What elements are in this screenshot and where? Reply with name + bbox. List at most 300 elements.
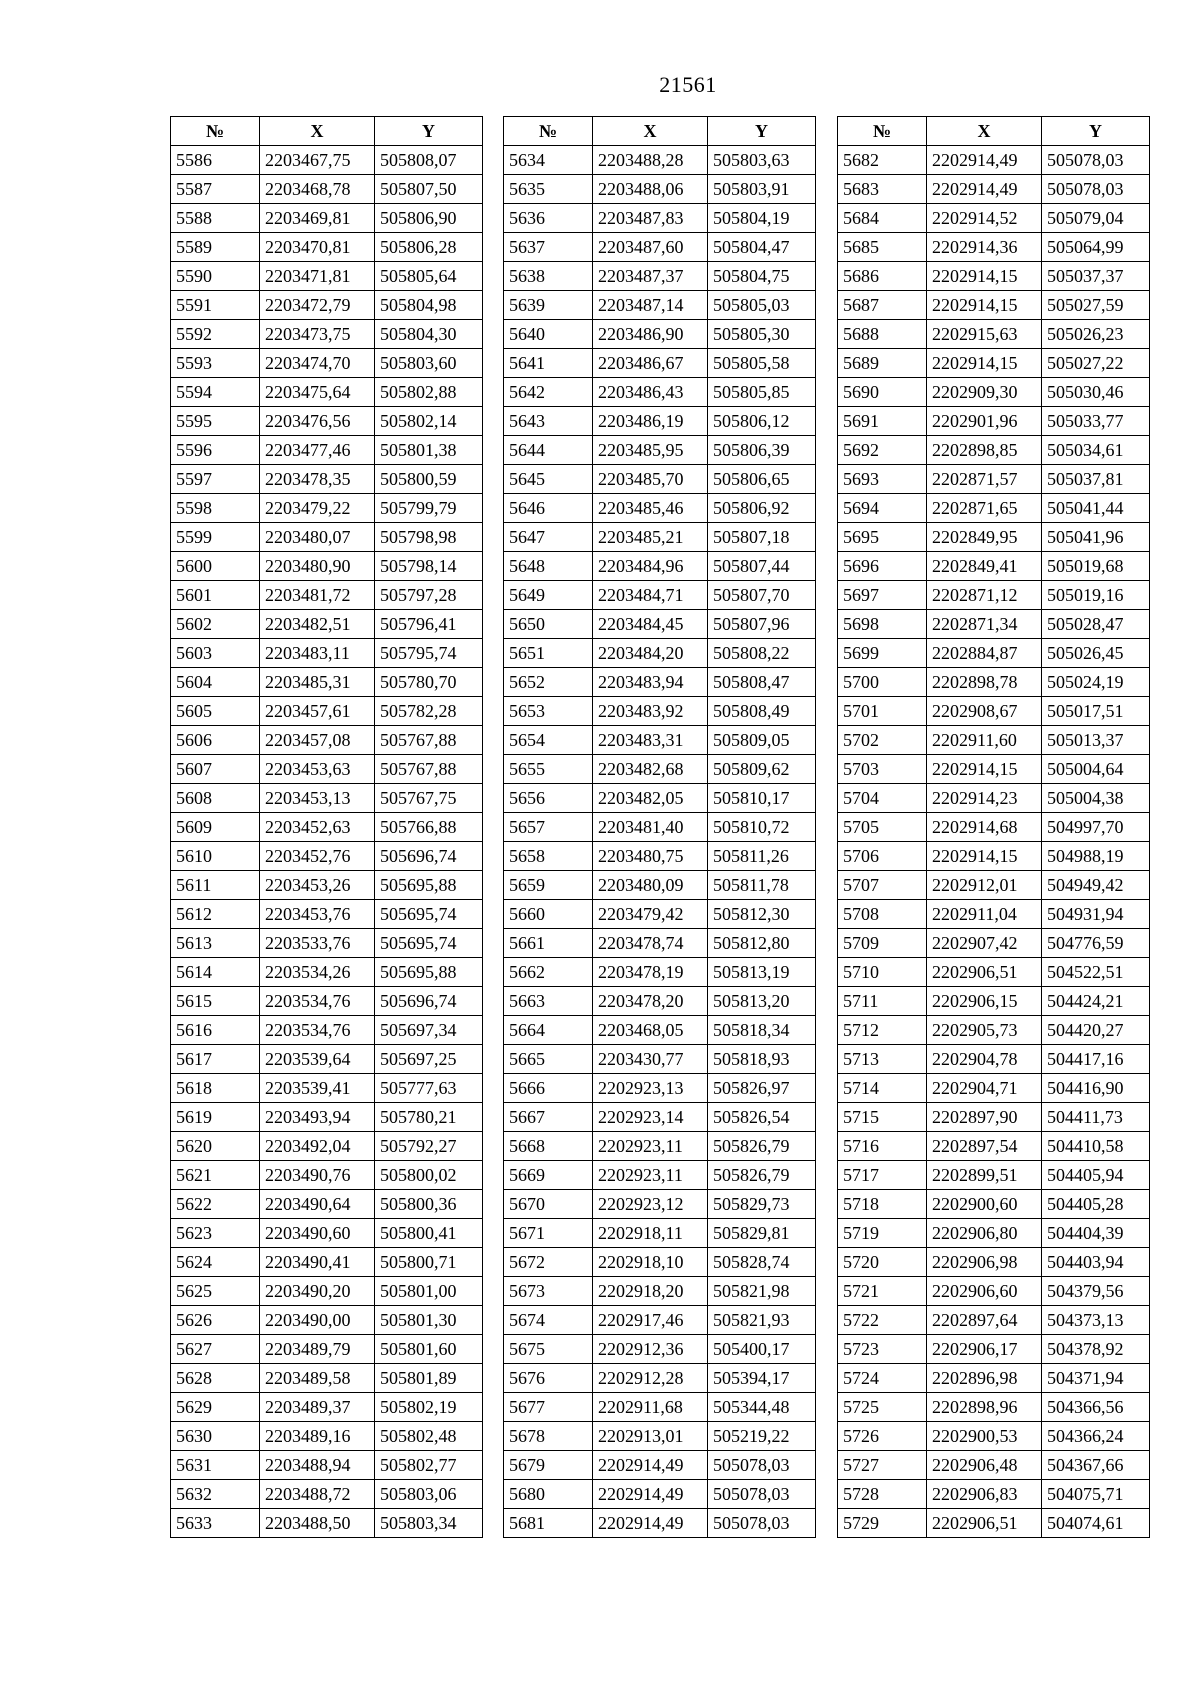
y-coordinate-cell: 505805,03	[708, 291, 816, 320]
x-coordinate-cell: 2202914,15	[927, 842, 1042, 871]
y-coordinate-cell: 505695,74	[375, 900, 483, 929]
table-header-row	[838, 117, 1150, 146]
x-coordinate-cell: 2202914,49	[593, 1509, 708, 1538]
point-number-cell: 5620	[171, 1132, 260, 1161]
y-coordinate-cell: 505792,27	[375, 1132, 483, 1161]
x-coordinate-cell: 2202914,15	[927, 262, 1042, 291]
table-row	[504, 987, 816, 1016]
table-row	[838, 784, 1150, 813]
table-row	[171, 1074, 483, 1103]
x-coordinate-cell: 2202906,83	[927, 1480, 1042, 1509]
point-number-cell: 5674	[504, 1306, 593, 1335]
table-row	[838, 465, 1150, 494]
table-row	[171, 262, 483, 291]
point-number-cell: 5704	[838, 784, 927, 813]
y-coordinate-cell: 505695,74	[375, 929, 483, 958]
x-coordinate-cell: 2203488,72	[260, 1480, 375, 1509]
x-coordinate-cell: 2203483,94	[593, 668, 708, 697]
point-number-cell: 5603	[171, 639, 260, 668]
x-coordinate-cell: 2203483,31	[593, 726, 708, 755]
y-coordinate-cell: 505078,03	[708, 1509, 816, 1538]
point-number-cell: 5592	[171, 320, 260, 349]
y-coordinate-cell: 505810,72	[708, 813, 816, 842]
table-row	[171, 1306, 483, 1335]
y-coordinate-cell: 505695,88	[375, 958, 483, 987]
point-number-cell: 5679	[504, 1451, 593, 1480]
table-row	[171, 1103, 483, 1132]
y-coordinate-cell: 505697,25	[375, 1045, 483, 1074]
x-coordinate-cell: 2203482,51	[260, 610, 375, 639]
point-number-cell: 5595	[171, 407, 260, 436]
point-number-cell: 5696	[838, 552, 927, 581]
table-row	[838, 639, 1150, 668]
point-number-cell: 5649	[504, 581, 593, 610]
x-coordinate-cell: 2203481,72	[260, 581, 375, 610]
point-number-cell: 5633	[171, 1509, 260, 1538]
x-coordinate-cell: 2202914,15	[927, 291, 1042, 320]
point-number-cell: 5714	[838, 1074, 927, 1103]
point-number-cell: 5623	[171, 1219, 260, 1248]
y-coordinate-cell: 505804,47	[708, 233, 816, 262]
table-row	[504, 1451, 816, 1480]
point-number-cell: 5721	[838, 1277, 927, 1306]
table-row	[838, 436, 1150, 465]
point-number-cell: 5655	[504, 755, 593, 784]
y-coordinate-cell: 505780,70	[375, 668, 483, 697]
point-number-cell: 5683	[838, 175, 927, 204]
table-row	[838, 1277, 1150, 1306]
x-coordinate-cell: 2202923,11	[593, 1132, 708, 1161]
x-coordinate-cell: 2203490,76	[260, 1161, 375, 1190]
point-number-cell: 5703	[838, 755, 927, 784]
x-coordinate-cell: 2203489,79	[260, 1335, 375, 1364]
y-coordinate-cell: 505812,80	[708, 929, 816, 958]
table-header-row	[171, 117, 483, 146]
table-row	[504, 784, 816, 813]
point-number-cell: 5663	[504, 987, 593, 1016]
x-coordinate-cell: 2202906,17	[927, 1335, 1042, 1364]
y-coordinate-cell: 504522,51	[1042, 958, 1150, 987]
point-number-cell: 5615	[171, 987, 260, 1016]
point-number-cell: 5646	[504, 494, 593, 523]
y-coordinate-cell: 505037,37	[1042, 262, 1150, 291]
number-column-header: №	[504, 117, 593, 146]
table-row	[171, 1480, 483, 1509]
table-row	[504, 1190, 816, 1219]
x-coordinate-cell: 2202918,11	[593, 1219, 708, 1248]
point-number-cell: 5602	[171, 610, 260, 639]
table-row	[504, 146, 816, 175]
point-number-cell: 5665	[504, 1045, 593, 1074]
y-coordinate-cell: 504417,16	[1042, 1045, 1150, 1074]
x-coordinate-cell: 2203472,79	[260, 291, 375, 320]
point-number-cell: 5628	[171, 1364, 260, 1393]
table-row	[171, 900, 483, 929]
point-number-cell: 5681	[504, 1509, 593, 1538]
x-coordinate-cell: 2203452,76	[260, 842, 375, 871]
y-coordinate-cell: 505800,71	[375, 1248, 483, 1277]
table-row	[171, 175, 483, 204]
x-coordinate-cell: 2202918,20	[593, 1277, 708, 1306]
x-coordinate-cell: 2203490,60	[260, 1219, 375, 1248]
y-column-header: Y	[375, 117, 483, 146]
x-coordinate-cell: 2202906,60	[927, 1277, 1042, 1306]
y-coordinate-cell: 505802,19	[375, 1393, 483, 1422]
x-coordinate-cell: 2203453,13	[260, 784, 375, 813]
point-number-cell: 5661	[504, 929, 593, 958]
y-coordinate-cell: 504075,71	[1042, 1480, 1150, 1509]
table-row	[171, 233, 483, 262]
x-coordinate-cell: 2202908,67	[927, 697, 1042, 726]
table-row	[171, 1422, 483, 1451]
x-coordinate-cell: 2203489,58	[260, 1364, 375, 1393]
coordinates-table-2	[503, 116, 816, 1538]
x-coordinate-cell: 2202906,51	[927, 958, 1042, 987]
table-row	[504, 668, 816, 697]
table-row	[171, 1277, 483, 1306]
point-number-cell: 5699	[838, 639, 927, 668]
x-coordinate-cell: 2203453,76	[260, 900, 375, 929]
point-number-cell: 5688	[838, 320, 927, 349]
table-row	[838, 1219, 1150, 1248]
y-coordinate-cell: 505810,17	[708, 784, 816, 813]
y-coordinate-cell: 505804,75	[708, 262, 816, 291]
y-coordinate-cell: 505801,89	[375, 1364, 483, 1393]
y-coordinate-cell: 504405,28	[1042, 1190, 1150, 1219]
y-coordinate-cell: 505801,38	[375, 436, 483, 465]
x-coordinate-cell: 2202898,96	[927, 1393, 1042, 1422]
x-coordinate-cell: 2203480,75	[593, 842, 708, 871]
y-coordinate-cell: 505808,07	[375, 146, 483, 175]
point-number-cell: 5693	[838, 465, 927, 494]
y-coordinate-cell: 505037,81	[1042, 465, 1150, 494]
point-number-cell: 5690	[838, 378, 927, 407]
x-coordinate-cell: 2202901,96	[927, 407, 1042, 436]
x-coordinate-cell: 2202905,73	[927, 1016, 1042, 1045]
point-number-cell: 5662	[504, 958, 593, 987]
y-column-header: Y	[708, 117, 816, 146]
table-row	[504, 1509, 816, 1538]
y-coordinate-cell: 505803,34	[375, 1509, 483, 1538]
x-coordinate-cell: 2203467,75	[260, 146, 375, 175]
table-row	[838, 262, 1150, 291]
x-coordinate-cell: 2202914,49	[927, 146, 1042, 175]
y-coordinate-cell: 505804,19	[708, 204, 816, 233]
point-number-cell: 5588	[171, 204, 260, 233]
y-coordinate-cell: 505766,88	[375, 813, 483, 842]
y-coordinate-cell: 504405,94	[1042, 1161, 1150, 1190]
x-coordinate-cell: 2202915,63	[927, 320, 1042, 349]
x-coordinate-cell: 2202900,53	[927, 1422, 1042, 1451]
point-number-cell: 5701	[838, 697, 927, 726]
point-number-cell: 5622	[171, 1190, 260, 1219]
table-row	[171, 407, 483, 436]
x-coordinate-cell: 2202906,48	[927, 1451, 1042, 1480]
point-number-cell: 5651	[504, 639, 593, 668]
x-coordinate-cell: 2203484,96	[593, 552, 708, 581]
table-row	[838, 523, 1150, 552]
y-coordinate-cell: 505813,19	[708, 958, 816, 987]
y-coordinate-cell: 505806,65	[708, 465, 816, 494]
point-number-cell: 5657	[504, 813, 593, 842]
x-coordinate-cell: 2202904,78	[927, 1045, 1042, 1074]
x-coordinate-cell: 2203490,00	[260, 1306, 375, 1335]
table-row	[171, 784, 483, 813]
x-coordinate-cell: 2203489,16	[260, 1422, 375, 1451]
point-number-cell: 5587	[171, 175, 260, 204]
x-coordinate-cell: 2202911,60	[927, 726, 1042, 755]
point-number-cell: 5684	[838, 204, 927, 233]
y-coordinate-cell: 505078,03	[1042, 146, 1150, 175]
point-number-cell: 5709	[838, 929, 927, 958]
point-number-cell: 5626	[171, 1306, 260, 1335]
table-row	[504, 1364, 816, 1393]
y-coordinate-cell: 505800,02	[375, 1161, 483, 1190]
y-coordinate-cell: 504931,94	[1042, 900, 1150, 929]
point-number-cell: 5729	[838, 1509, 927, 1538]
y-coordinate-cell: 505807,18	[708, 523, 816, 552]
point-number-cell: 5642	[504, 378, 593, 407]
table-row	[171, 639, 483, 668]
y-coordinate-cell: 505808,47	[708, 668, 816, 697]
point-number-cell: 5705	[838, 813, 927, 842]
y-coordinate-cell: 505807,70	[708, 581, 816, 610]
x-coordinate-cell: 2202849,41	[927, 552, 1042, 581]
x-coordinate-cell: 2203539,64	[260, 1045, 375, 1074]
point-number-cell: 5667	[504, 1103, 593, 1132]
y-coordinate-cell: 504403,94	[1042, 1248, 1150, 1277]
y-coordinate-cell: 505812,30	[708, 900, 816, 929]
x-coordinate-cell: 2203492,04	[260, 1132, 375, 1161]
x-coordinate-cell: 2203481,40	[593, 813, 708, 842]
point-number-cell: 5601	[171, 581, 260, 610]
y-coordinate-cell: 505394,17	[708, 1364, 816, 1393]
x-coordinate-cell: 2203487,14	[593, 291, 708, 320]
point-number-cell: 5711	[838, 987, 927, 1016]
x-coordinate-cell: 2203480,07	[260, 523, 375, 552]
x-coordinate-cell: 2203488,06	[593, 175, 708, 204]
table-row	[504, 407, 816, 436]
x-coordinate-cell: 2203477,46	[260, 436, 375, 465]
x-coordinate-cell: 2203457,08	[260, 726, 375, 755]
y-coordinate-cell: 505804,30	[375, 320, 483, 349]
table-row	[838, 1364, 1150, 1393]
table-row	[838, 1248, 1150, 1277]
y-coordinate-cell: 505024,19	[1042, 668, 1150, 697]
y-coordinate-cell: 505829,73	[708, 1190, 816, 1219]
table-row	[838, 697, 1150, 726]
point-number-cell: 5675	[504, 1335, 593, 1364]
point-number-cell: 5723	[838, 1335, 927, 1364]
x-coordinate-cell: 2203480,09	[593, 871, 708, 900]
table-row	[171, 1161, 483, 1190]
x-coordinate-cell: 2202871,65	[927, 494, 1042, 523]
point-number-cell: 5619	[171, 1103, 260, 1132]
y-coordinate-cell: 505078,03	[708, 1451, 816, 1480]
point-number-cell: 5636	[504, 204, 593, 233]
point-number-cell: 5708	[838, 900, 927, 929]
point-number-cell: 5606	[171, 726, 260, 755]
point-number-cell: 5586	[171, 146, 260, 175]
table-row	[504, 1306, 816, 1335]
y-coordinate-cell: 505027,22	[1042, 349, 1150, 378]
x-coordinate-cell: 2202899,51	[927, 1161, 1042, 1190]
point-number-cell: 5605	[171, 697, 260, 726]
table-row	[171, 1016, 483, 1045]
table-row	[838, 1045, 1150, 1074]
y-coordinate-cell: 505802,77	[375, 1451, 483, 1480]
x-coordinate-cell: 2203490,41	[260, 1248, 375, 1277]
y-coordinate-cell: 505808,22	[708, 639, 816, 668]
table-row	[838, 726, 1150, 755]
table-row	[504, 1103, 816, 1132]
table-row	[838, 987, 1150, 1016]
table-row	[171, 871, 483, 900]
x-coordinate-cell: 2203484,71	[593, 581, 708, 610]
y-coordinate-cell: 505798,14	[375, 552, 483, 581]
x-coordinate-cell: 2202911,04	[927, 900, 1042, 929]
x-coordinate-cell: 2202914,49	[927, 175, 1042, 204]
table-row	[171, 1045, 483, 1074]
point-number-cell: 5656	[504, 784, 593, 813]
point-number-cell: 5682	[838, 146, 927, 175]
point-number-cell: 5724	[838, 1364, 927, 1393]
point-number-cell: 5632	[171, 1480, 260, 1509]
point-number-cell: 5598	[171, 494, 260, 523]
table-row	[171, 668, 483, 697]
x-coordinate-cell: 2203457,61	[260, 697, 375, 726]
x-coordinate-cell: 2203473,75	[260, 320, 375, 349]
table-row	[171, 465, 483, 494]
point-number-cell: 5719	[838, 1219, 927, 1248]
x-coordinate-cell: 2203479,22	[260, 494, 375, 523]
table-row	[504, 1045, 816, 1074]
table-row	[838, 291, 1150, 320]
point-number-cell: 5673	[504, 1277, 593, 1306]
table-row	[504, 1161, 816, 1190]
y-coordinate-cell: 505027,59	[1042, 291, 1150, 320]
y-coordinate-cell: 504420,27	[1042, 1016, 1150, 1045]
x-coordinate-cell: 2203482,68	[593, 755, 708, 784]
y-coordinate-cell: 505795,74	[375, 639, 483, 668]
point-number-cell: 5644	[504, 436, 593, 465]
y-coordinate-cell: 505767,75	[375, 784, 483, 813]
y-coordinate-cell: 505017,51	[1042, 697, 1150, 726]
table-row	[838, 1480, 1150, 1509]
table-row	[171, 494, 483, 523]
table-row	[838, 1103, 1150, 1132]
table-row	[838, 1074, 1150, 1103]
y-coordinate-cell: 504371,94	[1042, 1364, 1150, 1393]
x-coordinate-cell: 2203453,63	[260, 755, 375, 784]
x-coordinate-cell: 2203483,92	[593, 697, 708, 726]
x-coordinate-cell: 2203474,70	[260, 349, 375, 378]
y-coordinate-cell: 505803,91	[708, 175, 816, 204]
point-number-cell: 5728	[838, 1480, 927, 1509]
x-coordinate-cell: 2203468,05	[593, 1016, 708, 1045]
point-number-cell: 5641	[504, 349, 593, 378]
x-coordinate-cell: 2203487,60	[593, 233, 708, 262]
table-row	[171, 204, 483, 233]
table-row	[171, 929, 483, 958]
table-row	[171, 1509, 483, 1538]
table-row	[838, 1016, 1150, 1045]
y-coordinate-cell: 505809,05	[708, 726, 816, 755]
x-coordinate-cell: 2203469,81	[260, 204, 375, 233]
point-number-cell: 5590	[171, 262, 260, 291]
x-coordinate-cell: 2203468,78	[260, 175, 375, 204]
table-row	[838, 204, 1150, 233]
point-number-cell: 5715	[838, 1103, 927, 1132]
x-coordinate-cell: 2202906,98	[927, 1248, 1042, 1277]
point-number-cell: 5716	[838, 1132, 927, 1161]
x-coordinate-cell: 2203452,63	[260, 813, 375, 842]
table-row	[504, 697, 816, 726]
point-number-cell: 5625	[171, 1277, 260, 1306]
y-coordinate-cell: 505828,74	[708, 1248, 816, 1277]
x-coordinate-cell: 2203480,90	[260, 552, 375, 581]
y-coordinate-cell: 505807,44	[708, 552, 816, 581]
x-coordinate-cell: 2203488,94	[260, 1451, 375, 1480]
table-row	[504, 378, 816, 407]
table-row	[504, 871, 816, 900]
table-row	[504, 1422, 816, 1451]
point-number-cell: 5670	[504, 1190, 593, 1219]
x-coordinate-cell: 2203486,19	[593, 407, 708, 436]
x-coordinate-cell: 2203485,95	[593, 436, 708, 465]
y-coordinate-cell: 505811,26	[708, 842, 816, 871]
y-coordinate-cell: 505807,96	[708, 610, 816, 639]
point-number-cell: 5600	[171, 552, 260, 581]
point-number-cell: 5643	[504, 407, 593, 436]
point-number-cell: 5635	[504, 175, 593, 204]
point-number-cell: 5652	[504, 668, 593, 697]
table-row	[504, 436, 816, 465]
y-coordinate-cell: 505803,06	[375, 1480, 483, 1509]
number-column-header: №	[838, 117, 927, 146]
x-coordinate-cell: 2202923,11	[593, 1161, 708, 1190]
y-coordinate-cell: 505767,88	[375, 755, 483, 784]
table-row	[171, 349, 483, 378]
y-coordinate-cell: 505826,79	[708, 1132, 816, 1161]
x-coordinate-cell: 2202912,01	[927, 871, 1042, 900]
table-row	[504, 494, 816, 523]
table-row	[504, 610, 816, 639]
y-coordinate-cell: 505805,30	[708, 320, 816, 349]
x-coordinate-cell: 2202898,85	[927, 436, 1042, 465]
y-coordinate-cell: 504366,56	[1042, 1393, 1150, 1422]
table-row	[171, 610, 483, 639]
x-coordinate-cell: 2202917,46	[593, 1306, 708, 1335]
x-coordinate-cell: 2203490,20	[260, 1277, 375, 1306]
point-number-cell: 5725	[838, 1393, 927, 1422]
table-row	[171, 436, 483, 465]
point-number-cell: 5689	[838, 349, 927, 378]
y-coordinate-cell: 505826,97	[708, 1074, 816, 1103]
point-number-cell: 5713	[838, 1045, 927, 1074]
y-coordinate-cell: 505078,03	[708, 1480, 816, 1509]
table-row	[504, 552, 816, 581]
table-row	[171, 1248, 483, 1277]
table-row	[504, 755, 816, 784]
point-number-cell: 5653	[504, 697, 593, 726]
table-row	[838, 1306, 1150, 1335]
x-coordinate-cell: 2202923,12	[593, 1190, 708, 1219]
table-row	[171, 1451, 483, 1480]
point-number-cell: 5604	[171, 668, 260, 697]
x-coordinate-cell: 2203534,76	[260, 987, 375, 1016]
y-coordinate-cell: 505013,37	[1042, 726, 1150, 755]
